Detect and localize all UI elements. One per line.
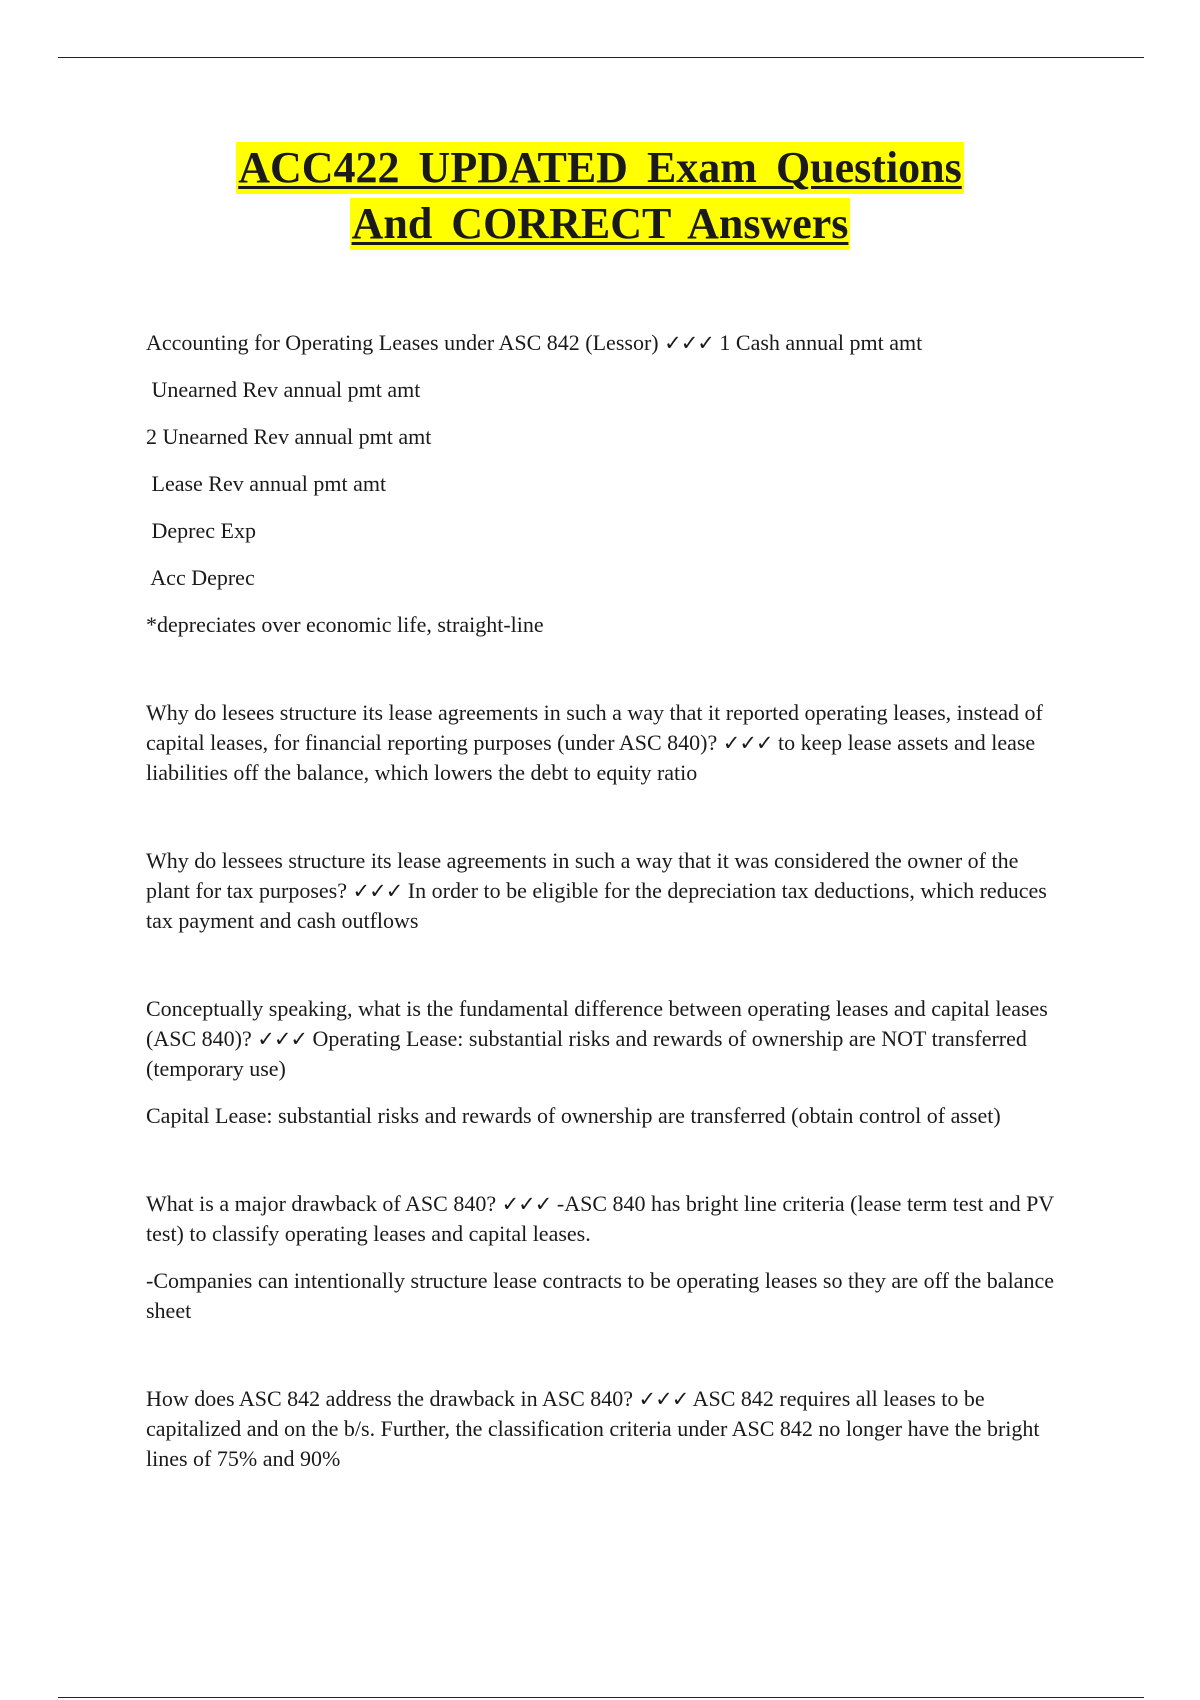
top-rule	[58, 57, 1144, 58]
question-text: Accounting for Operating Leases under ASC 842 (Lessor)	[146, 330, 659, 355]
document-title	[0, 140, 1200, 252]
answer-line: *depreciates over economic life, straight-line	[146, 612, 544, 637]
bottom-rule	[58, 1697, 1144, 1698]
answer-text: to keep lease assets and lease liabilities off the balance, which lowers the debt to equity ratio	[146, 730, 1036, 785]
checkmark-icon: ✓✓✓	[257, 1027, 308, 1051]
title-line-1: ACC422 UPDATED Exam Questions	[238, 143, 962, 192]
checkmark-icon: ✓✓✓	[638, 1387, 689, 1411]
qa-item-5	[146, 1189, 1056, 1326]
qa-item-1	[146, 328, 1056, 640]
question-text: Why do lesees structure its lease agreements in such a way that it reported operating leases, instead of capital leases, for financial reporting purposes (under ASC 840)?	[146, 700, 1043, 755]
title-line-2: And CORRECT Answers	[351, 199, 849, 248]
answer-text: ASC 842 requires all leases to be capitalized and on the b/s. Further, the classification criteria under ASC 842 no longer have the bright lines of 75% and 90%	[146, 1386, 1040, 1471]
qa-item-3	[146, 846, 1056, 936]
answer-line: Deprec Exp	[146, 518, 256, 543]
qa-item-2	[146, 698, 1056, 788]
qa-paragraph	[146, 698, 1056, 788]
checkmark-icon: ✓✓✓	[664, 331, 714, 355]
answer-text: -ASC 840 has bright line criteria (lease term test and PV test) to classify operating leases and capital leases.	[146, 1191, 1054, 1246]
answer-line: 2 Unearned Rev annual pmt amt	[146, 424, 432, 449]
answer-line: -Companies can intentionally structure lease contracts to be operating leases so they are off the balance sheet	[146, 1268, 1054, 1323]
answer-line: Lease Rev annual pmt amt	[146, 471, 387, 496]
checkmark-icon: ✓✓✓	[352, 879, 403, 903]
qa-paragraph	[146, 1384, 1056, 1474]
checkmark-icon: ✓✓✓	[722, 731, 773, 755]
qa-paragraph	[146, 1189, 1056, 1249]
answer-line: Capital Lease: substantial risks and rewards of ownership are transferred (obtain control of asset)	[146, 1103, 1001, 1128]
qa-content	[146, 328, 1056, 1474]
qa-paragraph	[146, 846, 1056, 936]
answer-line: Acc Deprec	[146, 565, 255, 590]
answer-text: 1 Cash annual pmt amt	[719, 330, 923, 355]
checkmark-icon: ✓✓✓	[501, 1192, 552, 1216]
question-text: What is a major drawback of ASC 840?	[146, 1191, 497, 1216]
answer-text: Operating Lease: substantial risks and rewards of ownership are NOT transferred (temporary use)	[146, 1026, 1027, 1081]
question-text: How does ASC 842 address the drawback in ASC 840?	[146, 1386, 634, 1411]
question-text: Why do lessees structure its lease agreements in such a way that it was considered the owner of the plant for tax purposes?	[146, 848, 1019, 903]
qa-item-6	[146, 1384, 1056, 1474]
qa-paragraph	[146, 994, 1056, 1084]
answer-text: In order to be eligible for the depreciation tax deductions, which reduces tax payment and cash outflows	[146, 878, 1047, 933]
question-text: Conceptually speaking, what is the fundamental difference between operating leases and capital leases (ASC 840)?	[146, 996, 1048, 1051]
qa-item-4	[146, 994, 1056, 1131]
qa-paragraph	[146, 328, 1056, 358]
answer-line: Unearned Rev annual pmt amt	[146, 377, 421, 402]
